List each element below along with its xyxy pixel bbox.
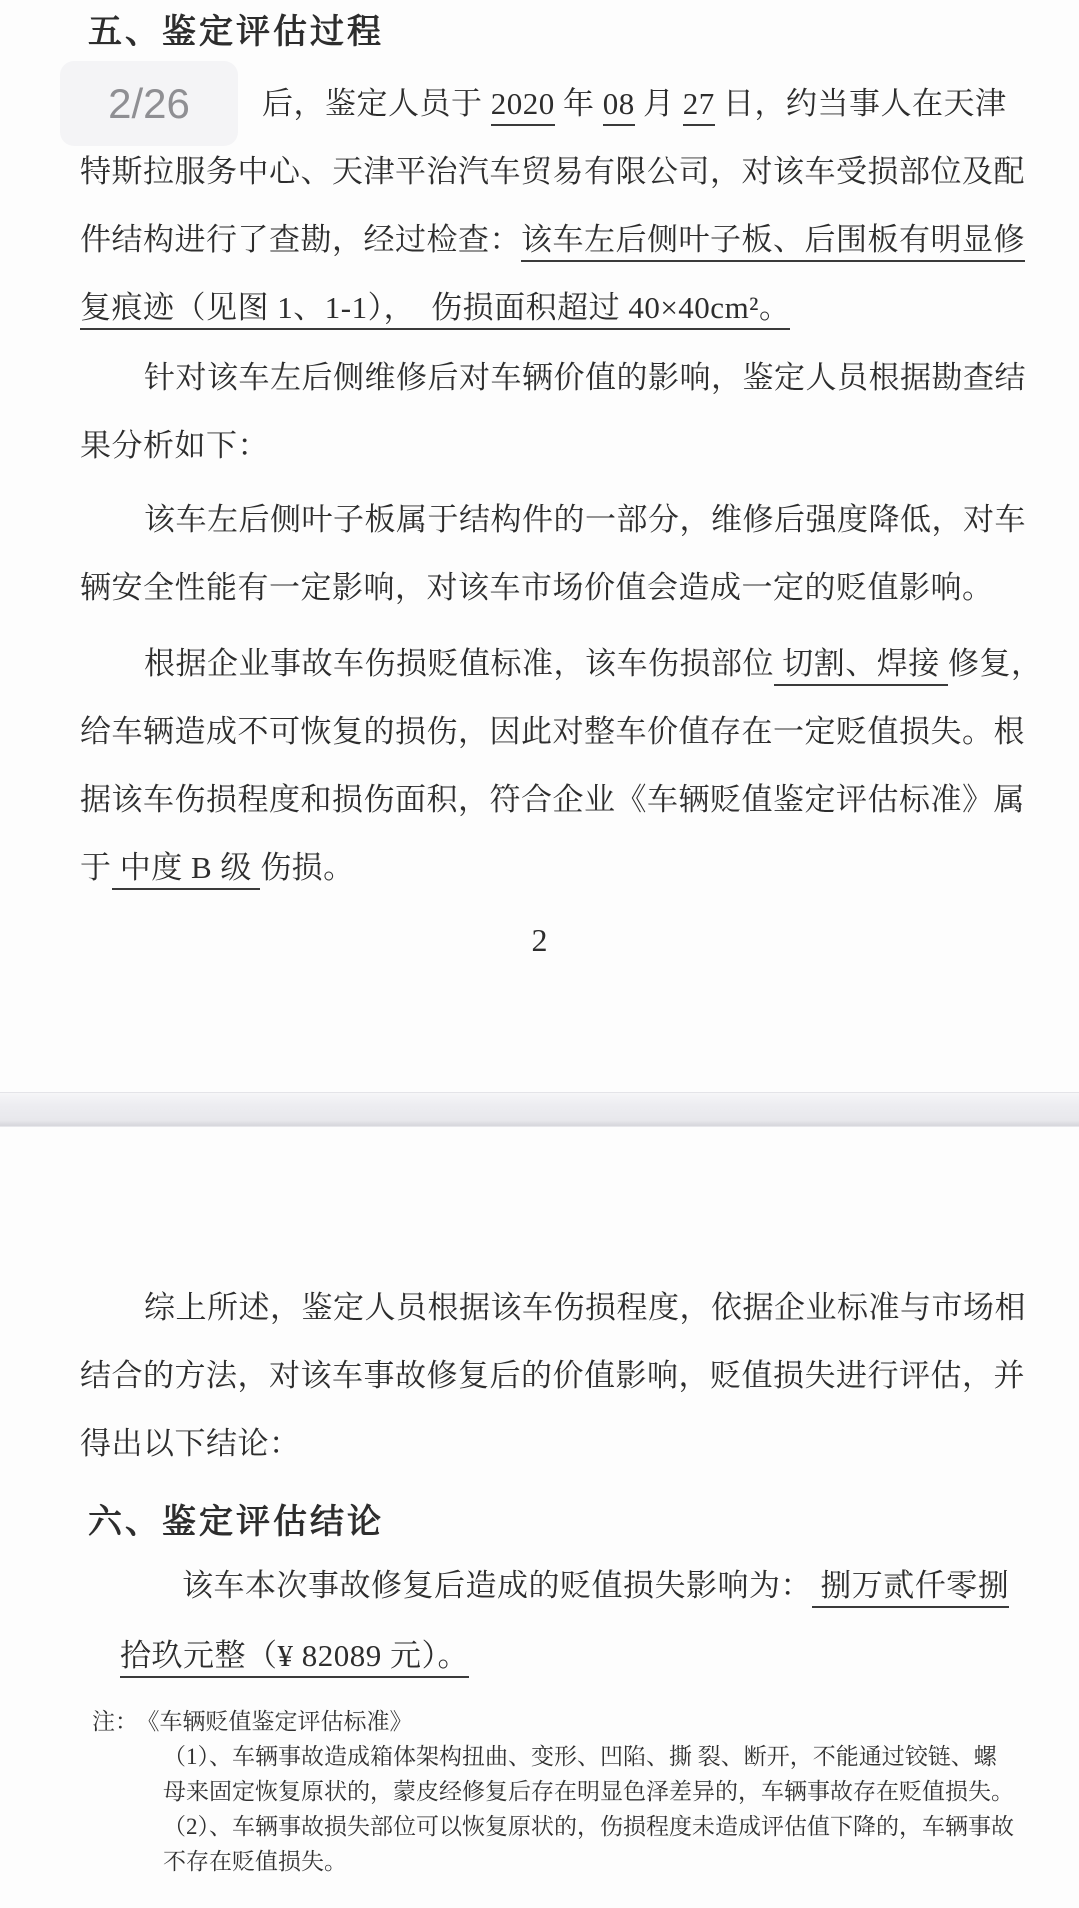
text-line: 后，鉴定人员于 2020 年 08 月 27 日，约当事人在天津	[80, 70, 1039, 138]
footnote-line: （1）、车辆事故造成箱体架构扭曲、变形、凹陷、撕 裂、断开，不能通过铰链、螺	[163, 1744, 997, 1769]
text-line: 得出以下结论：	[80, 1426, 301, 1461]
footnote-items	[163, 1739, 1014, 1879]
text-line: 给车辆造成不可恢复的损伤，因此对整车价值存在一定贬值损失。根	[80, 714, 1025, 749]
page-divider	[0, 1092, 1079, 1127]
footnote-line: 不存在贬值损失。	[163, 1849, 347, 1874]
footnote-block	[92, 1704, 1014, 1879]
text-line: 果分析如下：	[80, 428, 269, 463]
text-line: 于 中度 B 级 伤损。	[80, 834, 1039, 902]
footnote-line: （2）、车辆事故损失部位可以恢复原状的，伤损程度未造成评估值下降的，车辆事故	[163, 1814, 1014, 1839]
text-line: 复痕迹（见图 1、1-1）， 伤损面积超过 40×40cm²。	[80, 274, 1039, 342]
paragraph-structure	[80, 486, 1039, 622]
text-line: 根据企业事故车伤损贬值标准，该车伤损部位 切割、焊接 修复，	[80, 630, 1039, 698]
text-line: 综上所述，鉴定人员根据该车伤损程度，依据企业标准与市场相	[144, 1290, 1026, 1325]
paragraph-standard	[80, 630, 1043, 902]
text-line: 结合的方法，对该车事故修复后的价值影响，贬值损失进行评估，并	[80, 1358, 1025, 1393]
footnote-line: 母来固定恢复原状的，蒙皮经修复后存在明显色泽差异的，车辆事故存在贬值损失。	[163, 1779, 1014, 1804]
text-line: 拾玖元整（¥ 82089 元）。	[120, 1621, 1039, 1691]
page-number: 2	[531, 922, 548, 958]
section-heading-conclusion: 六、鉴定评估结论	[88, 1504, 384, 1541]
paragraph-analysis-intro	[80, 344, 1039, 480]
footnote-header	[92, 1704, 1014, 1739]
footnote-title: 《车辆贬值鉴定评估标准》	[148, 1709, 413, 1734]
page-indicator-label: 2/26	[108, 79, 190, 127]
text-line: 该车左后侧叶子板属于结构件的一部分，维修后强度降低，对车	[144, 502, 1026, 537]
footnote-label: 注：	[92, 1709, 138, 1734]
paragraph-conclusion	[80, 1551, 1039, 1691]
text-line: 特斯拉服务中心、天津平治汽车贸易有限公司，对该车受损部位及配	[80, 154, 1025, 189]
page-indicator-badge	[60, 61, 238, 146]
text-line: 辆安全性能有一定影响，对该车市场价值会造成一定的贬值影响。	[80, 570, 994, 605]
text-line: 据该车伤损程度和损伤面积，符合企业《车辆贬值鉴定评估标准》属	[80, 782, 1025, 817]
text-line: 件结构进行了查勘，经过检查：该车左后侧叶子板、后围板有明显修	[80, 206, 1039, 274]
section-heading-process: 五、鉴定评估过程	[88, 14, 384, 51]
text-line: 该车本次事故修复后造成的贬值损失影响为： 捌万贰仟零捌	[80, 1551, 1039, 1621]
text-line: 针对该车左后侧维修后对车辆价值的影响，鉴定人员根据勘查结	[144, 360, 1026, 395]
paragraph-summary	[80, 1274, 1039, 1478]
